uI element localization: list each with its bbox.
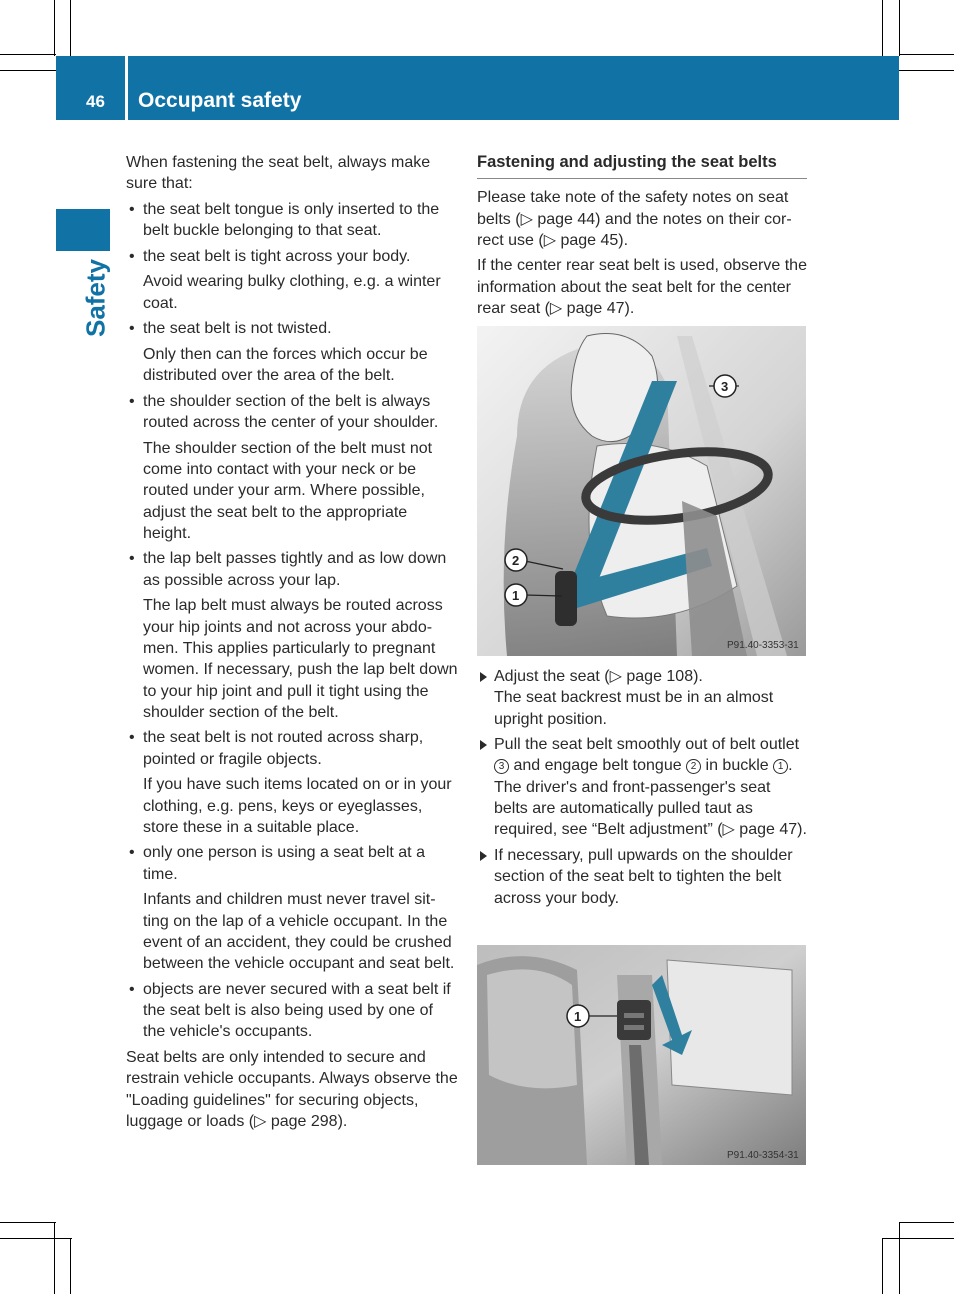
bullet-item: • the seat belt tongue is only inserted to the belt buckle belonging to that seat. [126, 199, 458, 242]
step-text: Pull the seat belt smoothly out of belt outlet [494, 736, 800, 754]
crop-mark [70, 0, 71, 56]
section-tab-marker [56, 209, 110, 251]
page-number: 46 [86, 92, 105, 111]
step-adjust-seat: Adjust the seat (▷ page 108). [477, 666, 807, 687]
safety-notes-paragraph: Please take note of the safety notes on seat belts (▷ page 44) and the notes on their cor-rect use (▷ page 45). [477, 189, 792, 249]
left-column [126, 152, 458, 1137]
bullet-item: • only one person is using a seat belt at a time. [126, 842, 458, 885]
figure-code: P91.40-3354-31 [727, 1150, 799, 1161]
center-seat-paragraph: If the center rear seat belt is used, observe the information about the seat belt for the center rear seat (▷ page 47). [477, 257, 807, 318]
callout-ref-2: 2 [686, 759, 701, 774]
crop-mark [899, 70, 954, 71]
step-pull-belt [477, 734, 807, 840]
step-text: and engage belt tongue [513, 757, 682, 775]
bullet-note: The shoulder section of the belt must not come into contact with your neck or be routed under your arm. Where possible, adjust the seat belt to the appropriate height. [143, 439, 433, 542]
section-title: Occupant safety [138, 89, 302, 112]
callout-ref-1: 1 [773, 759, 788, 774]
crop-mark [899, 0, 900, 56]
right-column [477, 152, 807, 324]
crop-mark [0, 1222, 56, 1223]
bullet-item: • the seat belt is not twisted. [126, 318, 458, 339]
bullet-note: If you have such items located on or in your clothing, e.g. pens, keys or eyeglasses, store these in a suitable place. [143, 776, 452, 836]
subsection-heading: Fastening and adjusting the seat belts [477, 152, 807, 179]
crop-mark [899, 54, 954, 55]
bullet-item: • the seat belt is not routed across sharp, pointed or fragile objects. [126, 727, 458, 770]
seat-belt-figure [477, 326, 806, 656]
crop-mark [0, 54, 56, 55]
bullet-item: • the seat belt is tight across your body. [126, 246, 458, 267]
belt-height-adjustment-illustration [477, 945, 806, 1165]
step-tighten-belt: If necessary, pull upwards on the shoulder section of the seat belt to tighten the belt across your body. [477, 845, 807, 909]
crop-mark [899, 1222, 900, 1294]
belt-height-figure [477, 945, 806, 1165]
callout-1: 1 [512, 588, 520, 603]
crop-mark [0, 1238, 72, 1239]
bullet-item: • the lap belt passes tightly and as low down as possible across your lap. [126, 548, 458, 591]
intro-text: When fastening the seat belt, always make sure that: [126, 154, 431, 193]
crop-mark [882, 0, 883, 56]
crop-mark [54, 0, 55, 56]
bullet-item: • the shoulder section of the belt is always routed across the center of your shoulder. [126, 391, 458, 434]
step-text: . The driver's and front-passenger's seat belts are automatically pulled taut as required, see “Belt adjustment” (▷ page 47). [494, 757, 807, 839]
callout-ref-3: 3 [494, 759, 509, 774]
bullet-note: Only then can the forces which occur be distributed over the area of the belt. [143, 345, 428, 385]
crop-mark [882, 1238, 954, 1239]
bullet-note: The lap belt must always be routed across your hip joints and not across your abdo-men. This applies particularly to pregnant women. If necessary, push the lap belt down to your hip joint and pull it tight using the shoulder section of the belt. [143, 597, 458, 721]
closing-text: Seat belts are only intended to secure and restrain vehicle occupants. Always observe the "Loading guidelines" for securing objects, luggage or loads (▷ page 298). [126, 1049, 458, 1130]
bullet-note: Infants and children must never travel sit-ting on the lap of a vehicle occupant. In the event of an accident, they could be crushed between the vehicle occupant and seat belt. [143, 891, 455, 973]
step-text: in buckle [705, 757, 769, 775]
crop-mark [54, 1222, 55, 1294]
instruction-steps [477, 666, 807, 913]
callout-1: 1 [574, 1009, 582, 1024]
bullet-item: • objects are never secured with a seat belt if the seat belt is also being used by one of the vehicle's occupants. [126, 979, 458, 1043]
bullet-note: Avoid wearing bulky clothing, e.g. a winter coat. [143, 273, 441, 312]
header-divider [125, 56, 128, 120]
page-header [56, 56, 899, 120]
crop-mark [899, 1222, 954, 1223]
section-tab-label: Safety [80, 258, 111, 338]
crop-mark [70, 1238, 71, 1294]
figure-code: P91.40-3353-31 [727, 640, 799, 651]
crop-mark [882, 1238, 883, 1294]
callout-3: 3 [721, 379, 729, 394]
driver-seat-belt-illustration [477, 326, 806, 656]
crop-mark [0, 70, 56, 71]
step-adjust-seat-detail: The seat backrest must be in an almost upright position. [494, 689, 774, 728]
callout-2: 2 [512, 553, 520, 568]
